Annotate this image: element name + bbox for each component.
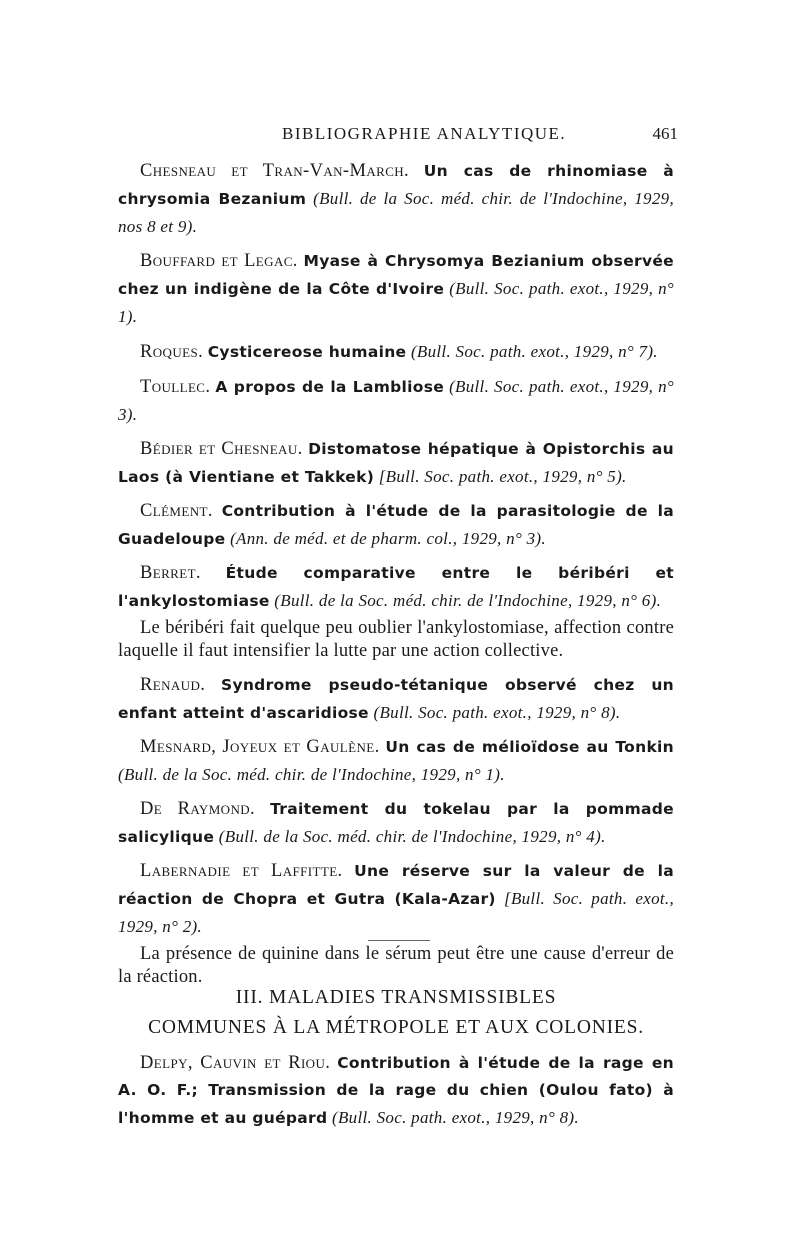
bibliography-entry (118, 338, 674, 366)
entry-title: Distomatose hépatique à Opistorchis au Laos (à Vientiane et Takkek) (118, 440, 674, 486)
entry-reference: [Bull. Soc. path. exot., 1929, n° 2). (118, 889, 674, 936)
entry-reference: (Bull. Soc. path. exot., 1929, n° 8). (332, 1108, 579, 1127)
entry-title: Un cas de mélioïdose au Tonkin (385, 738, 675, 756)
bibliography-list-section-3 (118, 1050, 674, 1139)
entry-title: A propos de la Lambliose (215, 378, 445, 396)
entry-reference: (Ann. de méd. et de pharm. col., 1929, n° 3). (230, 529, 546, 548)
page-header (118, 124, 678, 148)
entry-authors: Berret. (140, 563, 201, 583)
bibliography-entry (118, 248, 674, 331)
section-divider (368, 940, 430, 941)
bibliography-entry (118, 672, 674, 727)
bibliography-entry (118, 560, 674, 615)
entry-authors: Clément. (140, 501, 213, 521)
entry-reference: (Bull. Soc. path. exot., 1929, n° 1). (118, 279, 674, 326)
bibliography-entry (118, 498, 674, 553)
entry-title: Contribution à l'étude de la rage en A. O. F.; Transmission de la rage du chien (Oulou fato) à l'homme et au guépard (118, 1054, 675, 1127)
entry-authors: Bouffard et Legac. (140, 251, 298, 271)
bibliography-entry (118, 858, 674, 941)
page-number: 461 (652, 124, 678, 143)
entry-title: Contribution à l'étude de la parasitologie de la Guadeloupe (118, 502, 674, 548)
entry-title: Myase à Chrysomya Bezianium observée chez un indigène de la Côte d'Ivoire (118, 252, 674, 298)
bibliography-entry (118, 158, 674, 241)
entry-reference: (Bull. de la Soc. méd. chir. de l'Indochine, 1929, n° 1). (118, 765, 505, 784)
entry-authors: Renaud. (140, 675, 206, 695)
entry-reference: (Bull. Soc. path. exot., 1929, n° 7). (410, 342, 658, 361)
entry-authors: Delpy, Cauvin et Riou. (140, 1053, 331, 1073)
running-title: BIBLIOGRAPHIE ANALYTIQUE. (282, 124, 567, 143)
entry-note: Le béribéri fait quelque peu oublier l'ankylostomiase, affection contre laquelle il faut intensifier la lutte par une action collective. (118, 618, 674, 661)
entry-title: Cysticereose humaine (207, 343, 407, 361)
bibliography-entry (118, 436, 674, 491)
entry-authors: Bédier et Chesneau. (140, 439, 303, 459)
entry-reference: (Bull. de la Soc. méd. chir. de l'Indochine, 1929, n° 4). (218, 827, 606, 846)
entry-title: Une réserve sur la valeur de la réaction de Chopra et Gutra (Kala-Azar) (118, 862, 675, 908)
bibliography-entry (118, 796, 674, 851)
bibliography-list (118, 158, 674, 998)
entry-authors: De Raymond. (140, 799, 256, 819)
entry-title: Étude comparative entre le béribéri et l'ankylostomiase (118, 564, 674, 610)
section-heading-line-2: COMMUNES À LA MÉTROPOLE ET AUX COLONIES. (148, 1017, 644, 1038)
entry-reference: [Bull. Soc. path. exot., 1929, n° 5). (378, 467, 627, 486)
entry-reference: (Bull. de la Soc. méd. chir. de l'Indochine, 1929, nos 8 et 9). (118, 189, 674, 236)
entry-reference: (Bull. de la Soc. méd. chir. de l'Indochine, 1929, n° 6). (274, 591, 662, 610)
section-heading (118, 983, 674, 1043)
entry-authors: Mesnard, Joyeux et Gaulène. (140, 737, 380, 757)
entry-note: La présence de quinine dans le sérum peut être une cause d'erreur de la réaction. (118, 944, 674, 987)
entry-authors: Chesneau et Tran-Van-March. (140, 161, 410, 181)
bibliography-entry (118, 734, 674, 789)
entry-authors: Labernadie et Laffitte. (140, 861, 343, 881)
entry-authors: Roques. (140, 342, 204, 362)
entry-authors: Toullec. (140, 377, 211, 397)
section-heading-line-1: III. MALADIES TRANSMISSIBLES (235, 987, 557, 1008)
entry-reference: (Bull. Soc. path. exot., 1929, n° 8). (373, 703, 621, 722)
entry-title: Un cas de rhinomiase à chrysomia Bezanium (118, 162, 675, 208)
entry-title: Traitement du tokelau par la pommade salicylique (118, 800, 674, 846)
entry-reference: (Bull. Soc. path. exot., 1929, n° 3). (118, 377, 675, 424)
entry-title: Syndrome pseudo-tétanique observé chez un enfant atteint d'ascaridiose (118, 676, 674, 722)
bibliography-entry (118, 1050, 674, 1132)
bibliography-entry (118, 373, 674, 429)
